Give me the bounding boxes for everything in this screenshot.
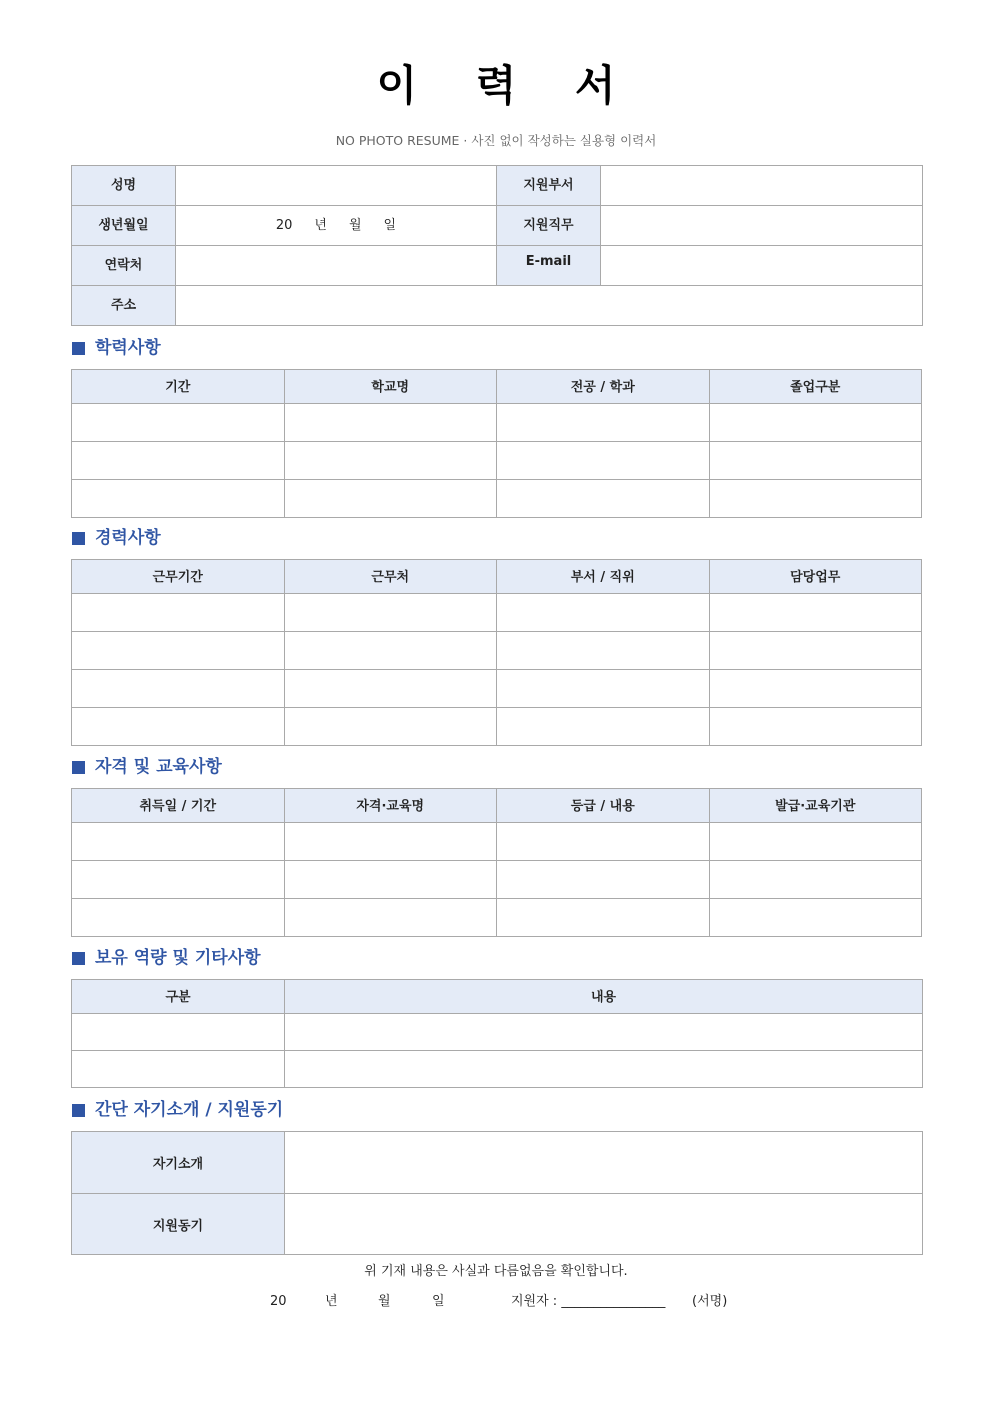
skills-col-category: 구분: [72, 980, 285, 1014]
table-cell[interactable]: [72, 670, 285, 708]
table-cell[interactable]: [284, 708, 497, 746]
table-cell[interactable]: [709, 594, 922, 632]
table-cell[interactable]: [709, 708, 922, 746]
job-label: 지원직무: [497, 206, 601, 246]
certification-heading-text: 자격 및 교육사항: [95, 757, 222, 777]
education-col-school: 학교명: [284, 370, 497, 404]
table-row: [72, 670, 922, 708]
table-cell[interactable]: [72, 404, 285, 442]
motivation-label: 지원동기: [72, 1194, 285, 1255]
education-table: [71, 369, 922, 518]
dept-field[interactable]: [601, 166, 923, 206]
table-cell[interactable]: [497, 480, 710, 518]
table-cell[interactable]: [284, 632, 497, 670]
square-bullet-icon: [72, 1104, 85, 1117]
career-heading-text: 경력사항: [95, 528, 161, 548]
square-bullet-icon: [72, 761, 85, 774]
motivation-field[interactable]: [285, 1194, 923, 1255]
birth-month-unit: 월: [348, 218, 362, 233]
document-subtitle: NO PHOTO RESUME · 사진 없이 작성하는 실용형 이력서: [335, 133, 657, 148]
name-label: 성명: [72, 166, 176, 206]
table-cell[interactable]: [709, 442, 922, 480]
document-title: 이 력 서: [376, 61, 638, 110]
table-cell[interactable]: [497, 708, 710, 746]
square-bullet-icon: [72, 532, 85, 545]
contact-field[interactable]: [176, 246, 497, 286]
birth-year-unit: 년: [314, 218, 327, 233]
table-row: [72, 861, 922, 899]
table-cell[interactable]: [284, 442, 497, 480]
table-row: [72, 708, 922, 746]
table-cell[interactable]: [285, 1051, 923, 1088]
email-field[interactable]: [601, 246, 923, 286]
career-col-period: 근무기간: [72, 560, 285, 594]
education-col-period: 기간: [72, 370, 285, 404]
table-row: [72, 480, 922, 518]
career-table: [71, 559, 922, 746]
birth-year-prefix: 20: [275, 218, 293, 233]
basic-info-table: [71, 165, 923, 326]
education-col-status: 졸업구분: [709, 370, 922, 404]
dept-label: 지원부서: [497, 166, 601, 206]
certification-col-date: 취득일 / 기간: [72, 789, 285, 823]
table-cell[interactable]: [284, 594, 497, 632]
job-field[interactable]: [601, 206, 923, 246]
table-row: [72, 899, 922, 937]
birth-label: 생년월일: [72, 206, 176, 246]
table-row: [72, 823, 922, 861]
table-cell[interactable]: [72, 442, 285, 480]
name-field[interactable]: [176, 166, 497, 206]
table-cell[interactable]: [497, 670, 710, 708]
table-cell[interactable]: [72, 480, 285, 518]
table-cell[interactable]: [284, 823, 497, 861]
square-bullet-icon: [72, 952, 85, 965]
table-cell[interactable]: [709, 670, 922, 708]
sign-label: (서명): [692, 1294, 728, 1309]
table-row: [72, 404, 922, 442]
table-cell[interactable]: [709, 480, 922, 518]
footer-year-prefix: 20: [270, 1294, 287, 1309]
address-field[interactable]: [176, 286, 923, 326]
certification-heading: [72, 755, 222, 779]
table-cell[interactable]: [72, 708, 285, 746]
skills-table: [71, 979, 923, 1088]
table-cell[interactable]: [284, 899, 497, 937]
table-row: [72, 594, 922, 632]
square-bullet-icon: [72, 342, 85, 355]
self-intro-field[interactable]: [285, 1132, 923, 1194]
intro-table: [71, 1131, 923, 1255]
confirm-statement: 위 기재 내용은 사실과 다름없음을 확인합니다.: [364, 1264, 628, 1279]
table-cell[interactable]: [497, 594, 710, 632]
table-cell[interactable]: [72, 1014, 285, 1051]
career-col-duty: 담당업무: [709, 560, 922, 594]
skills-heading: [72, 946, 261, 970]
certification-col-issuer: 발급·교육기관: [709, 789, 922, 823]
skills-col-content: 내용: [285, 980, 923, 1014]
contact-label: 연락처: [72, 246, 176, 286]
table-cell[interactable]: [497, 404, 710, 442]
intro-heading-text: 간단 자기소개 / 지원동기: [95, 1100, 284, 1120]
education-heading: [72, 336, 161, 360]
education-heading-text: 학력사항: [95, 338, 161, 358]
table-cell[interactable]: [284, 861, 497, 899]
table-cell[interactable]: [709, 899, 922, 937]
table-cell[interactable]: [709, 632, 922, 670]
table-cell[interactable]: [284, 404, 497, 442]
career-col-position: 부서 / 직위: [497, 560, 710, 594]
career-heading: [72, 526, 161, 550]
address-label: 주소: [72, 286, 176, 326]
table-cell[interactable]: [497, 899, 710, 937]
education-col-major: 전공 / 학과: [497, 370, 710, 404]
table-cell[interactable]: [284, 480, 497, 518]
footer-day-unit: 일: [432, 1294, 445, 1309]
table-cell[interactable]: [709, 861, 922, 899]
certification-col-name: 자격·교육명: [284, 789, 497, 823]
table-row: [72, 632, 922, 670]
career-col-company: 근무처: [284, 560, 497, 594]
table-cell[interactable]: [72, 899, 285, 937]
table-cell[interactable]: [284, 670, 497, 708]
table-cell[interactable]: [72, 594, 285, 632]
birth-day-unit: 일: [383, 218, 397, 233]
certification-table: [71, 788, 922, 937]
table-cell[interactable]: [497, 442, 710, 480]
table-row: [72, 442, 922, 480]
footer-year-unit: 년: [325, 1294, 338, 1309]
table-row: [72, 1051, 923, 1088]
self-intro-label: 자기소개: [72, 1132, 285, 1194]
certification-col-grade: 등급 / 내용: [497, 789, 710, 823]
skills-heading-text: 보유 역량 및 기타사항: [95, 948, 261, 968]
table-cell[interactable]: [285, 1014, 923, 1051]
table-cell[interactable]: [709, 823, 922, 861]
footer-month-unit: 월: [378, 1294, 391, 1309]
intro-heading: [72, 1098, 283, 1122]
birth-field[interactable]: [176, 206, 497, 246]
table-row: [72, 1014, 923, 1051]
email-label: E-mail: [497, 246, 601, 286]
table-cell[interactable]: [497, 823, 710, 861]
table-cell[interactable]: [72, 1051, 285, 1088]
table-cell[interactable]: [497, 632, 710, 670]
table-cell[interactable]: [497, 861, 710, 899]
table-cell[interactable]: [72, 861, 285, 899]
table-cell[interactable]: [72, 823, 285, 861]
table-cell[interactable]: [72, 632, 285, 670]
applicant-signature-line[interactable]: 지원자 : ________________: [511, 1294, 666, 1309]
table-cell[interactable]: [709, 404, 922, 442]
